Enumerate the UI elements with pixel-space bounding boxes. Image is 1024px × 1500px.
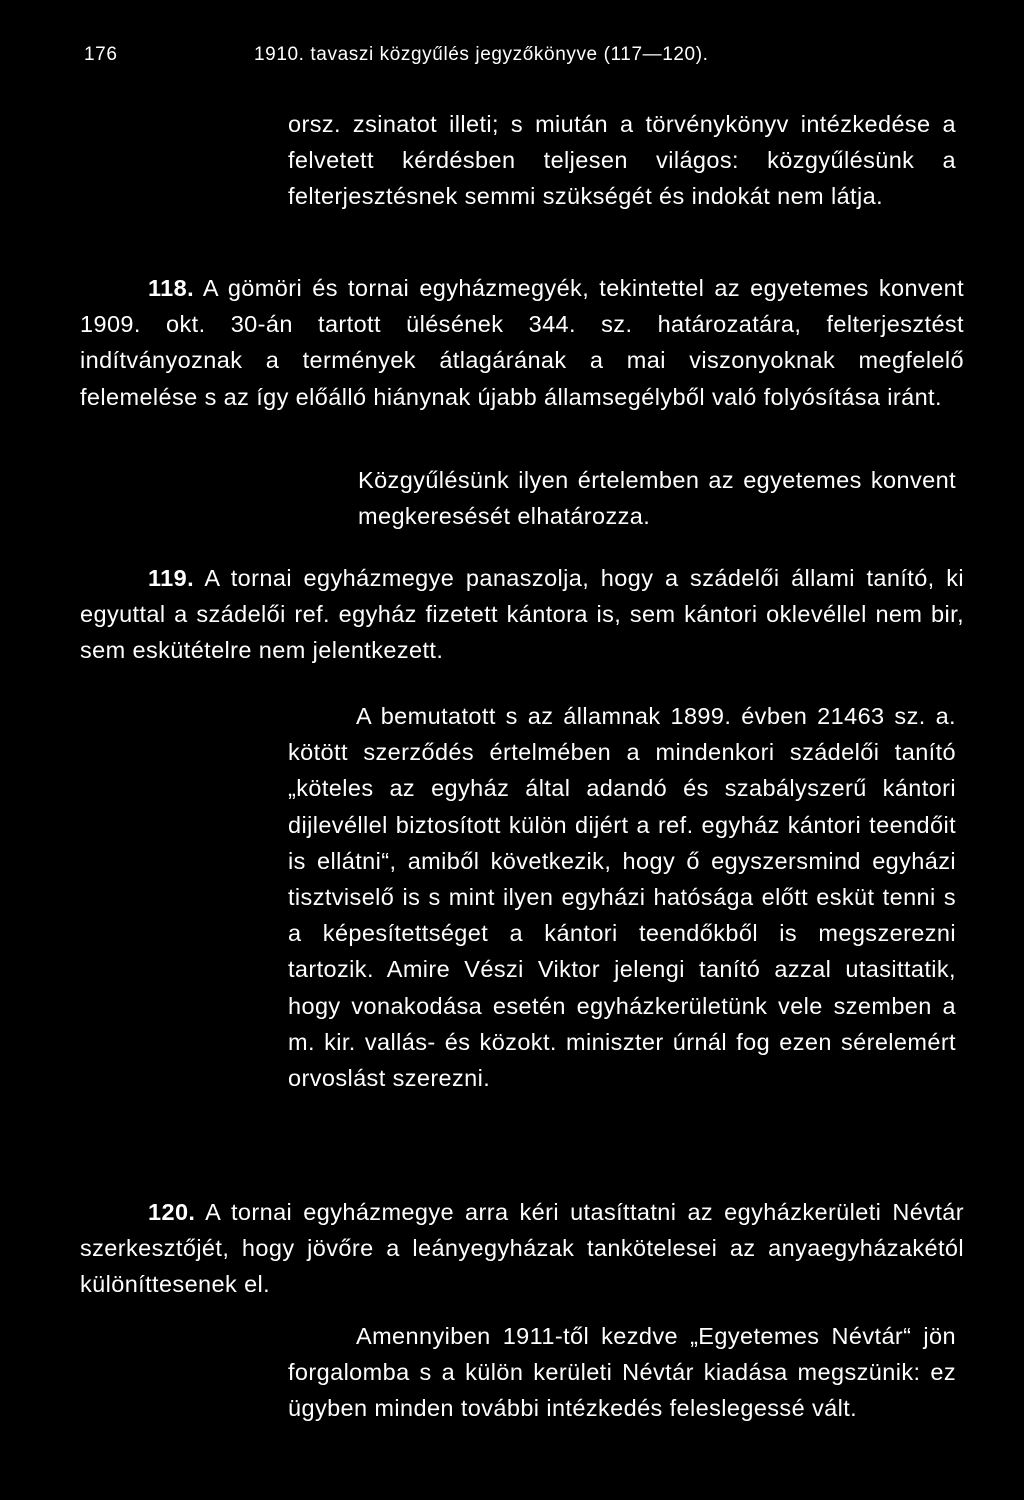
- item-118-text: A gömöri és tornai egyházmegyék, tekintettel az egyetemes konvent 1909. okt. 30-án tartott ülésének 344. sz. határozatára, felterjesztést indítványoznak a termények átlagárának a mai viszonyoknak megfelelő felemelése s az így előálló hiánynak újabb államsegélyből való folyósítása iránt.: [80, 275, 964, 410]
- running-title: 1910. tavaszi közgyűlés jegyzőkönyve (117—120).: [254, 44, 709, 65]
- item-119-number: 119.: [148, 565, 195, 591]
- item-120-text: A tornai egyházmegye arra kéri utasíttatni az egyházkerületi Névtár szerkesztőjét, hogy jövőre a leányegyházak tankötelesei az anyaegyházakétól különíttesenek el.: [80, 1199, 964, 1298]
- item-119-text: A tornai egyházmegye panaszolja, hogy a szádelői állami tanító, ki egyuttal a szádelői ref. egyház fizetett kántora is, sem kántori oklevéllel nem bir, sem eskütételre nem jelentkezett.: [80, 565, 964, 664]
- intro-paragraph: orsz. zsinatot illeti; s miután a törvénykönyv intézkedése a felvetett kérdésben teljesen világos: közgyűlésünk a felterjesztésnek semmi szükségét és indokát nem látja.: [288, 111, 956, 210]
- item-120-paragraph: [80, 1194, 964, 1303]
- item-120-number: 120.: [148, 1199, 196, 1225]
- item-119-paragraph: [80, 560, 964, 669]
- item-119-resolution: A bemutatott s az államnak 1899. évben 21463 sz. a. kötött szerződés értelmében a mindenkori szádelői tanító „köteles az egyház által adandó és szabályszerű kántori dijlevéllel biztosított külön dijért a ref. egyház kántori teendőit is ellátni“, amiből következik, hogy ő egyszersmind egyházi tisztviselő is s mint ilyen egyházi hatósága előtt esküt tenni s a képesítettséget a kántori teendőkből is megszerezni tartozik. Amire Vészi Viktor jelengi tanító azzal utasittatik, hogy vonakodása esetén egyházkerületünk vele szemben a m. kir. vallás- és közokt. miniszter úrnál fog ezen sérelemért orvoslást szerezni.: [288, 703, 956, 1092]
- page-number: 176: [84, 44, 118, 65]
- item-120-resolution: Amennyiben 1911-től kezdve „Egyetemes Névtár“ jön forgalomba s a külön kerületi Névtár kiadása megszünik: ez ügyben minden további intézkedés feleslegessé vált.: [288, 1323, 956, 1422]
- item-118-resolution: Közgyűlésünk ilyen értelemben az egyetemes konvent megkeresését elhatározza.: [358, 467, 956, 530]
- item-118-paragraph: [80, 270, 964, 415]
- item-118-number: 118.: [148, 275, 195, 301]
- page-header: [84, 44, 964, 74]
